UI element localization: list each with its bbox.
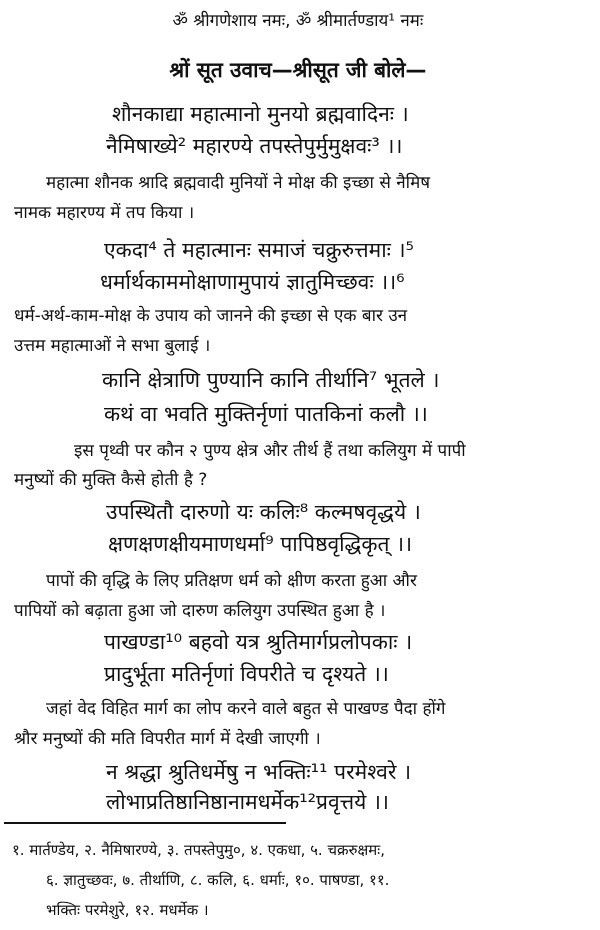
verse-line: नैमिषाख्ये² महारण्ये तपस्तेपुर्मुमुक्षवः³ ।। [106,134,403,158]
invocation-line: ॐ श्रीगणेशाय नमः, ॐ श्रीमार्तण्डाय¹ नमः [172,11,424,31]
verse-line: एकदा⁴ ते महात्मानः समाजं चक्रुरुत्तमाः ।⁵ [104,238,414,262]
translation-line: धर्म-अर्थ-काम-मोक्ष के उपाय को जानने की इच्छा से एक बार उन [14,306,408,326]
verse-line: प्रादुर्भूता मतिर्नृणां विपरीते च दृश्यते ।। [104,662,389,686]
verse-line: लोभाप्रतिष्ठानिष्ठानामधर्मेक¹²प्रवृत्तये ।। [106,790,389,814]
translation-line: उत्तम महात्माओं ने सभा बुलाई । [14,336,211,356]
footnote-line: १. मार्तण्डेय, २. नैमिषारण्ये, ३. तपस्तेपुमु०, ४. एकधा, ५. चक्ररुक्षमः, [12,841,385,859]
verse-line: कथं वा भवति मुक्तिर्नृणां पातकिनां कलौ ।। [104,402,428,426]
translation-line: इस पृथ्वी पर कौन २ पुण्य क्षेत्र और तीर्थ हैं तथा कलियुग में पापी [74,441,466,461]
translation-line: जहां वेद विहित मार्ग का लोप करने वाले बहुत से पाखण्ड पैदा होंगे [46,699,446,719]
verse-line: पाखण्डा¹⁰ बहवो यत्र श्रुतिमार्गप्रलोपकाः । [104,630,413,654]
verse-line: क्षणक्षणक्षीयमाणधर्मा⁹ पापिष्ठवृद्धिकृत् ।। [108,532,413,556]
verse-line: धर्मार्थकाममोक्षाणामुपायं ज्ञातुमिच्छवः ।।⁶ [100,270,405,294]
translation-line: पापियों को बढ़ाता हुआ जो दारुण कलियुग उपस्थित हुआ है । [14,601,386,621]
section-heading: श्रों सूत उवाच—श्रीसूत जी बोले— [169,58,427,82]
verse-line: न श्रद्धा श्रुतिधर्मेषु न भक्तिः¹¹ परमेश्वरे । [106,760,412,784]
footnote-line: ६. ज्ञातुच्छवः, ७. तीर्थाणि, ८. कलि, ६. धर्माः, १०. पाषण्डा, ११. [46,871,390,889]
translation-line: मनुष्यों की मुक्ति कैसे होती है ? [14,470,208,490]
footnote-divider [4,822,286,824]
footnote-line: भक्तिः परमेशुरे, १२. मधर्मेक । [46,901,209,919]
translation-line: श्रौर मनुष्यों की मति विपरीत मार्ग में देखी जाएगी । [14,729,321,749]
translation-line: नामक महारण्य में तप किया । [14,203,195,223]
verse-line: शौनकाद्या महात्मानो मुनयो ब्रह्मवादिनः । [112,102,409,126]
translation-line: महात्मा शौनक श्रादि ब्रह्मवादी मुनियों ने मोक्ष की इच्छा से नैमिष [46,173,431,193]
verse-line: कानि क्षेत्राणि पुण्यानि कानि तीर्थानि⁷ भूतले । [102,368,440,392]
translation-line: पापों की वृद्धि के लिए प्रतिक्षण धर्म को क्षीण करता हुआ और [46,571,417,591]
verse-line: उपस्थितौ दारुणो यः कलिः⁸ कल्मषवृद्धये । [106,500,421,524]
